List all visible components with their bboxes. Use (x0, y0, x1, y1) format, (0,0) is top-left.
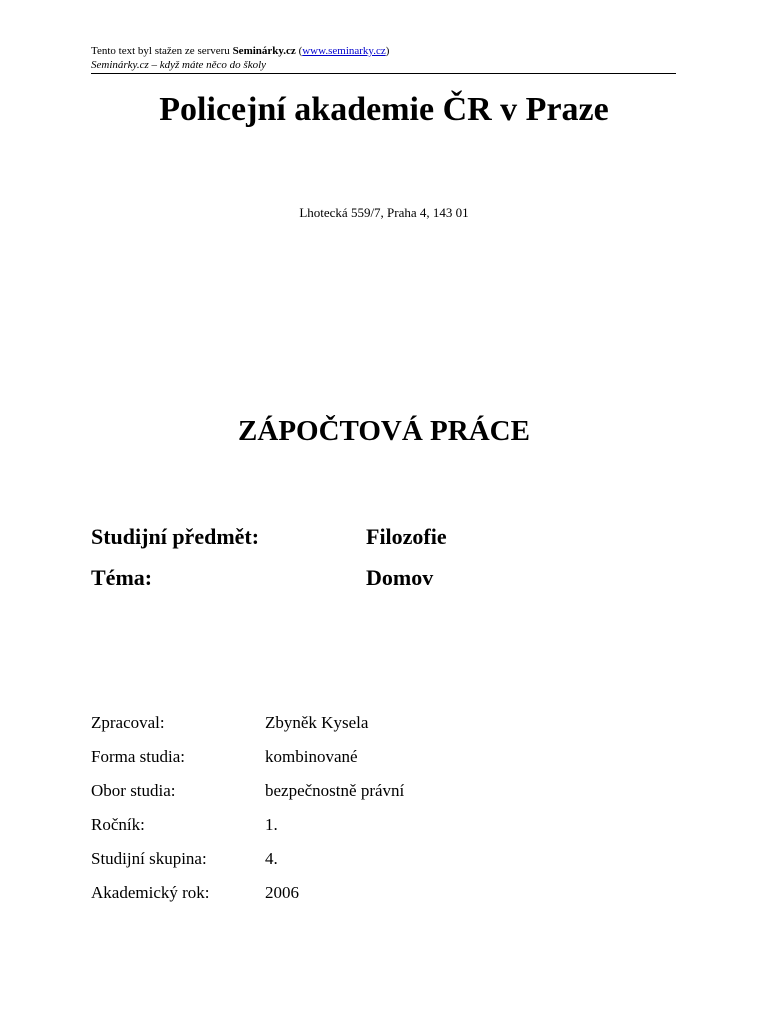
institution-title: Policejní akademie ČR v Praze (159, 91, 609, 128)
info-label: Studijní skupina: (91, 849, 207, 868)
info-row-study-form (91, 745, 591, 779)
author-info-table (91, 711, 591, 915)
info-row-academic-year (91, 881, 591, 915)
subject-value: Filozofie (366, 524, 447, 549)
info-label: Ročník: (91, 815, 145, 834)
topic-label: Téma: (91, 565, 153, 590)
info-row-year-of-study (91, 813, 591, 847)
info-value: Zbyněk Kysela (265, 713, 369, 732)
info-row-field (91, 779, 591, 813)
topic-value: Domov (366, 565, 434, 590)
info-label: Forma studia: (91, 747, 185, 766)
header-close-paren: ) (385, 45, 390, 57)
header-site-link[interactable]: www.seminarky.cz (302, 45, 386, 57)
work-type-heading: ZÁPOČTOVÁ PRÁCE (238, 415, 530, 447)
header-prefix: Tento text byl stažen ze serveru (91, 45, 233, 57)
info-value: 4. (265, 849, 278, 868)
header-tagline: Seminárky.cz – když máte něco do školy (91, 59, 267, 71)
header-source-line (91, 44, 676, 58)
info-label: Obor studia: (91, 781, 176, 800)
info-row-study-group (91, 847, 591, 881)
info-value: kombinované (265, 747, 358, 766)
header-site-name: Seminárky.cz (232, 45, 296, 57)
info-row-author (91, 711, 591, 745)
page-header (91, 44, 676, 74)
institution-address: Lhotecká 559/7, Praha 4, 143 01 (299, 205, 469, 220)
info-value: bezpečnostně právní (265, 781, 405, 800)
header-open-paren: ( (295, 45, 303, 57)
info-value: 1. (265, 815, 278, 834)
info-label: Akademický rok: (91, 883, 210, 902)
info-label: Zpracoval: (91, 713, 165, 732)
info-value: 2006 (265, 883, 299, 902)
subject-label: Studijní předmět: (91, 524, 260, 549)
